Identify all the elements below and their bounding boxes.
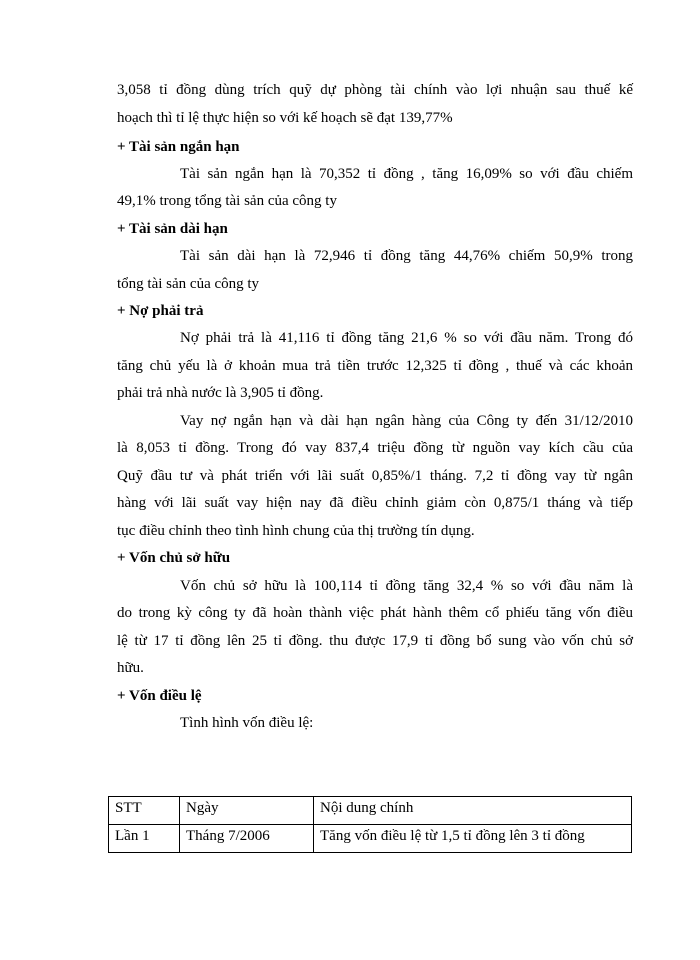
heading-owners-equity: + Vốn chủ sở hữu bbox=[117, 550, 231, 566]
table-row bbox=[109, 825, 632, 853]
short-term-assets-line-1: Tài sản ngắn hạn là 70,352 tỉ đồng , tăng 16,09% so với đầu chiếm bbox=[180, 166, 633, 182]
table-header-stt: STT bbox=[109, 797, 180, 825]
loans-line-3: Quỹ đầu tư và phát triển với lãi suất 0,85%/1 tháng. 7,2 tỉ đồng vay từ ngân bbox=[117, 468, 633, 484]
charter-capital-intro: Tình hình vốn điều lệ: bbox=[180, 715, 314, 731]
heading-short-term-assets: + Tài sản ngắn hạn bbox=[117, 139, 240, 155]
liabilities-line-3: phải trả nhà nước là 3,905 tỉ đồng. bbox=[117, 385, 324, 401]
table-cell-date: Tháng 7/2006 bbox=[180, 825, 314, 853]
table-cell-content: Tăng vốn điều lệ từ 1,5 tỉ đồng lên 3 tỉ đồng bbox=[314, 825, 632, 853]
table-header-row bbox=[109, 797, 632, 825]
equity-line-3: lệ từ 17 tỉ đồng lên 25 tỉ đồng. thu được 17,9 tỉ đồng bổ sung vào vốn chủ sở bbox=[117, 633, 633, 649]
intro-line-2: hoạch thì tỉ lệ thực hiện so với kế hoạch sẽ đạt 139,77% bbox=[117, 110, 453, 126]
table-header-content: Nội dung chính bbox=[314, 797, 632, 825]
liabilities-line-1: Nợ phải trả là 41,116 tỉ đồng tăng 21,6 % so với đầu năm. Trong đó bbox=[180, 330, 633, 346]
loans-line-2: là 8,053 tỉ đồng. Trong đó vay 837,4 triệu đồng từ nguồn vay kích cầu của bbox=[117, 440, 633, 456]
loans-line-1: Vay nợ ngắn hạn và dài hạn ngân hàng của Công ty đến 31/12/2010 bbox=[180, 413, 633, 429]
equity-line-2: do trong kỳ công ty đã hoàn thành việc phát hành thêm cổ phiếu tăng vốn điều bbox=[117, 605, 633, 621]
table-header-date: Ngày bbox=[180, 797, 314, 825]
liabilities-line-2: tăng chủ yếu là ở khoản mua trả tiền trước 12,325 tỉ đồng , thuế và các khoản bbox=[117, 358, 633, 374]
long-term-assets-line-2: tổng tài sản của công ty bbox=[117, 276, 260, 292]
loans-line-5: tục điều chỉnh theo tình hình chung của thị trường tín dụng. bbox=[117, 523, 475, 539]
equity-line-4: hữu. bbox=[117, 660, 144, 676]
long-term-assets-line-1: Tài sản dài hạn là 72,946 tỉ đồng tăng 44,76% chiếm 50,9% trong bbox=[180, 248, 633, 264]
heading-liabilities: + Nợ phải trả bbox=[117, 303, 204, 319]
table-cell-stt: Lần 1 bbox=[109, 825, 180, 853]
heading-long-term-assets: + Tài sản dài hạn bbox=[117, 221, 228, 237]
charter-capital-table bbox=[108, 796, 632, 853]
heading-charter-capital: + Vốn điều lệ bbox=[117, 688, 202, 704]
short-term-assets-line-2: 49,1% trong tổng tài sản của công ty bbox=[117, 193, 337, 209]
equity-line-1: Vốn chủ sở hữu là 100,114 tỉ đồng tăng 32,4 % so với đầu năm là bbox=[180, 578, 633, 594]
loans-line-4: hàng với lãi suất vay hiện nay đã điều chỉnh giảm còn 0,875/1 tháng và tiếp bbox=[117, 495, 633, 511]
intro-line-1: 3,058 tỉ đồng dùng trích quỹ dự phòng tài chính vào lợi nhuận sau thuế kế bbox=[117, 82, 633, 98]
